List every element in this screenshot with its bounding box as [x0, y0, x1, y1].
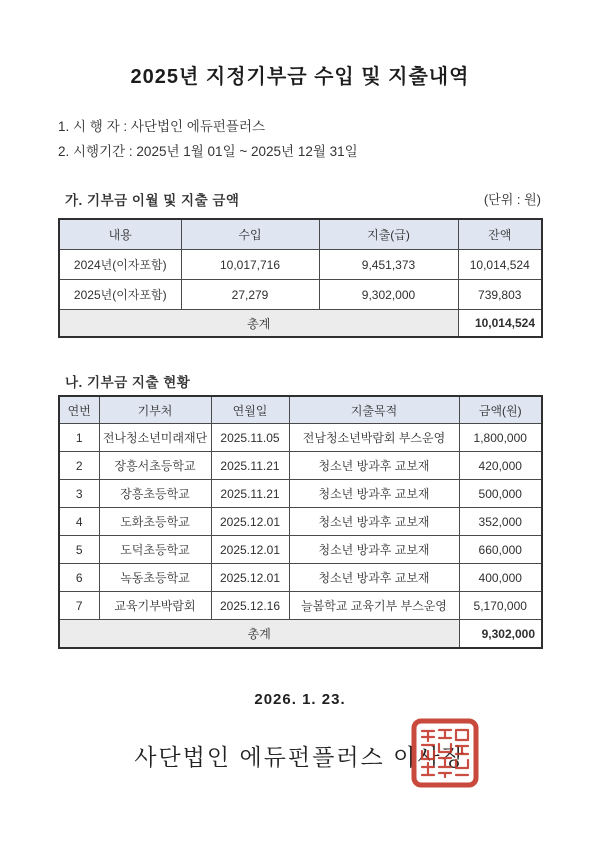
section-a-heading: 가. 기부금 이월 및 지출 금액 [65, 193, 240, 208]
cell-amount: 1,800,000 [459, 424, 542, 452]
cell-no: 7 [59, 592, 99, 620]
cell-purpose: 전남청소년박람회 부스운영 [289, 424, 459, 452]
unit-note: (단위 : 원) [483, 192, 541, 207]
cell-date: 2025.11.21 [211, 452, 289, 480]
col-header-income: 수입 [181, 219, 319, 250]
table-row [59, 508, 542, 536]
table-row [59, 564, 542, 592]
cell-expense: 9,302,000 [319, 280, 458, 310]
cell-year: 2024년(이자포함) [59, 250, 181, 280]
total-label: 총계 [59, 620, 459, 649]
cell-date: 2025.12.01 [211, 508, 289, 536]
table-a-total-row [59, 310, 542, 338]
col-header-date: 연월일 [211, 396, 289, 424]
cell-donor: 전나청소년미래재단 [99, 424, 211, 452]
table-b-total-row [59, 620, 542, 649]
total-label: 총계 [59, 310, 458, 338]
col-header-amount: 금액(원) [459, 396, 542, 424]
table-a-header-row [59, 219, 542, 250]
cell-purpose: 청소년 방과후 교보재 [289, 452, 459, 480]
col-header-content: 내용 [59, 219, 181, 250]
total-value: 9,302,000 [459, 620, 542, 649]
cell-date: 2025.11.21 [211, 480, 289, 508]
cell-donor: 교육기부박람회 [99, 592, 211, 620]
cell-purpose: 청소년 방과후 교보재 [289, 536, 459, 564]
cell-purpose: 청소년 방과후 교보재 [289, 508, 459, 536]
table-row [59, 592, 542, 620]
table-row [59, 424, 542, 452]
cell-purpose: 청소년 방과후 교보재 [289, 564, 459, 592]
table-b-header-row [59, 396, 542, 424]
cell-no: 6 [59, 564, 99, 592]
cell-amount: 5,170,000 [459, 592, 542, 620]
cell-no: 3 [59, 480, 99, 508]
cell-date: 2025.12.01 [211, 564, 289, 592]
col-header-purpose: 지출목적 [289, 396, 459, 424]
cell-amount: 352,000 [459, 508, 542, 536]
cell-amount: 420,000 [459, 452, 542, 480]
col-header-expense: 지출(급) [319, 219, 458, 250]
cell-donor: 장흥초등학교 [99, 480, 211, 508]
carryover-expense-table [58, 218, 543, 338]
cell-no: 1 [59, 424, 99, 452]
col-header-balance: 잔액 [458, 219, 542, 250]
cell-balance: 739,803 [458, 280, 542, 310]
cell-date: 2025.11.05 [211, 424, 289, 452]
executor-line: 1. 시 행 자 : 사단법인 에듀펀플러스 [58, 119, 266, 134]
cell-donor: 녹동초등학교 [99, 564, 211, 592]
cell-donor: 도덕초등학교 [99, 536, 211, 564]
cell-donor: 장흥서초등학교 [99, 452, 211, 480]
total-value: 10,014,524 [458, 310, 542, 338]
signature-line: 사단법인 에듀펀플러스 이사장 [134, 744, 466, 770]
cell-purpose: 늘봄학교 교육기부 부스운영 [289, 592, 459, 620]
cell-income: 10,017,716 [181, 250, 319, 280]
period-line: 2. 시행기간 : 2025년 1월 01일 ~ 2025년 12월 31일 [58, 144, 358, 159]
section-b-heading: 나. 기부금 지출 현황 [65, 375, 191, 390]
table-row [59, 480, 542, 508]
cell-income: 27,279 [181, 280, 319, 310]
cell-amount: 500,000 [459, 480, 542, 508]
cell-date: 2025.12.16 [211, 592, 289, 620]
table-row [59, 452, 542, 480]
cell-amount: 660,000 [459, 536, 542, 564]
cell-no: 5 [59, 536, 99, 564]
corporate-red-seal-icon [411, 718, 479, 788]
cell-purpose: 청소년 방과후 교보재 [289, 480, 459, 508]
donation-expense-table [58, 395, 543, 649]
table-row [59, 250, 542, 280]
cell-no: 4 [59, 508, 99, 536]
info-block [58, 114, 358, 164]
col-header-donor: 기부처 [99, 396, 211, 424]
cell-donor: 도화초등학교 [99, 508, 211, 536]
cell-date: 2025.12.01 [211, 536, 289, 564]
table-row [59, 280, 542, 310]
cell-expense: 9,451,373 [319, 250, 458, 280]
cell-amount: 400,000 [459, 564, 542, 592]
closing-date: 2026. 1. 23. [254, 691, 346, 708]
col-header-no: 연번 [59, 396, 99, 424]
page-title: 2025년 지정기부금 수입 및 지출내역 [130, 66, 470, 88]
cell-year: 2025년(이자포함) [59, 280, 181, 310]
cell-no: 2 [59, 452, 99, 480]
cell-balance: 10,014,524 [458, 250, 542, 280]
table-row [59, 536, 542, 564]
